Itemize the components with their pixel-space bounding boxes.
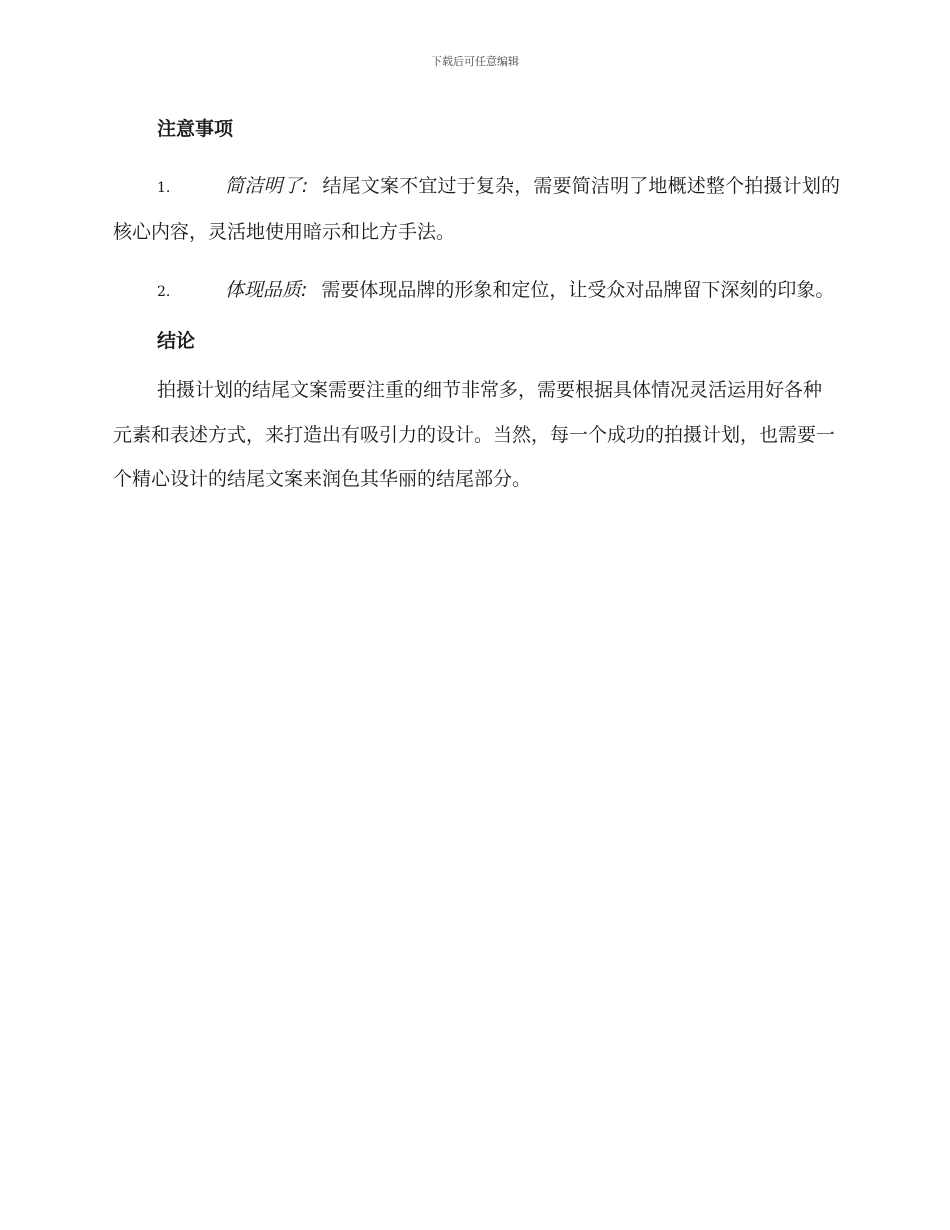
document-body — [113, 114, 840, 502]
list-item — [113, 164, 840, 254]
page-header: 下载后可任意编辑 — [431, 55, 519, 68]
list-item — [113, 268, 840, 314]
list-item-title: 简洁明了: — [225, 175, 309, 197]
conclusion-paragraph: 拍摄计划的结尾文案需要注重的细节非常多，需要根据具体情况灵活运用好各种元素和表述方式，来打造出有吸引力的设计。当然，每一个成功的拍摄计划，也需要一个精心设计的结尾文案来润色其华丽的结尾部分。 — [113, 379, 836, 490]
list-item-body: 需要体现品牌的形象和定位，让受众对品牌留下深刻的印象。 — [321, 279, 835, 301]
list-item-number: 1. — [157, 180, 171, 196]
notes-heading: 注意事项 — [157, 118, 234, 140]
list-item-number: 2. — [157, 284, 171, 300]
conclusion-heading: 结论 — [157, 330, 196, 352]
list-item-body: 结尾文案不宜过于复杂，需要简洁明了地概述整个拍摄计划的核心内容，灵活地使用暗示和比方手法。 — [113, 175, 840, 243]
list-item-title: 体现品质: — [225, 279, 308, 301]
